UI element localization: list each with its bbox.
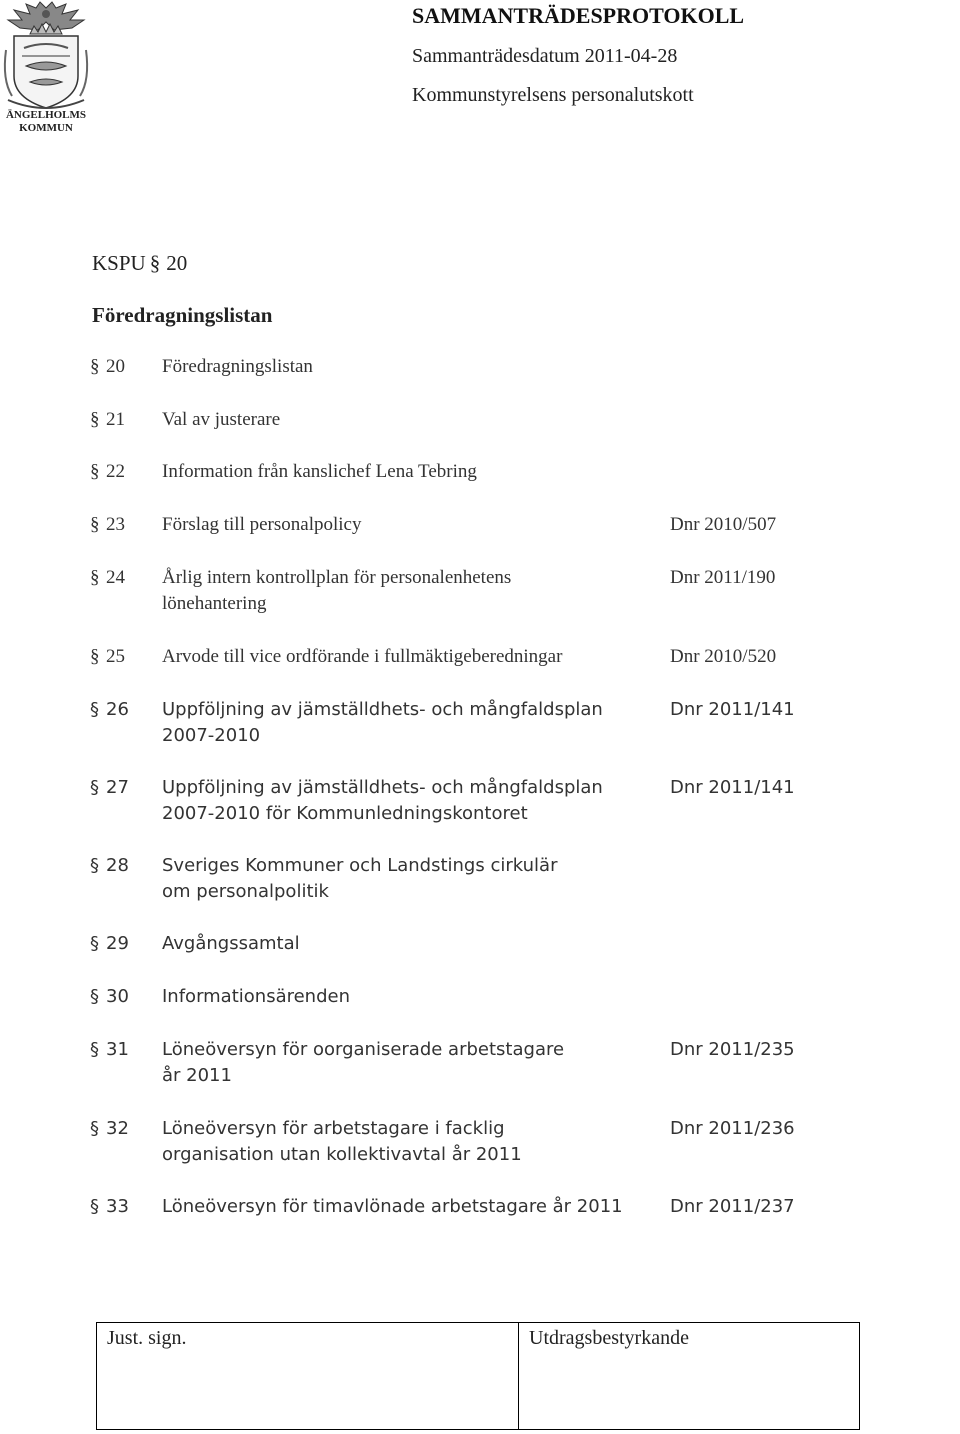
- meeting-date: Sammanträdesdatum 2011-04-28: [412, 45, 678, 67]
- agenda-item-dnr: Dnr 2011/141: [670, 777, 795, 798]
- agenda-item-title-line: Informationsärenden: [162, 986, 350, 1007]
- agenda-item-number: 20: [106, 356, 125, 377]
- kspu-prefix: KSPU: [92, 251, 146, 275]
- agenda-item-number: 29: [106, 933, 129, 954]
- section-mark-icon: §: [90, 933, 99, 954]
- agenda-item-number: 32: [106, 1118, 129, 1139]
- agenda-item-title-line: om personalpolitik: [162, 881, 329, 902]
- just-sign-label: Just. sign.: [107, 1327, 187, 1349]
- agenda-item-number: 26: [106, 699, 129, 720]
- svg-text:KOMMUN: KOMMUN: [19, 122, 73, 134]
- agenda-item-number: 25: [106, 646, 125, 667]
- agenda-item-title-line: 2007-2010: [162, 725, 261, 746]
- svg-text:ÄNGELHOLMS: ÄNGELHOLMS: [5, 109, 87, 121]
- agenda-item-title-line: Sveriges Kommuner och Landstings cirkulär: [162, 855, 558, 876]
- paragraph-reference: [92, 250, 187, 276]
- just-sign-cell: [97, 1323, 519, 1429]
- kspu-number: 20: [166, 251, 188, 275]
- agenda-item-title-line: Avgångssamtal: [162, 933, 300, 954]
- agenda-item-number: 21: [106, 409, 125, 430]
- agenda-item-number: 22: [106, 461, 125, 482]
- section-mark-icon: §: [90, 1196, 99, 1217]
- agenda-item-title-line: Löneöversyn för oorganiserade arbetstagare: [162, 1039, 565, 1060]
- agenda-item-number: 31: [106, 1039, 129, 1060]
- signature-box: [96, 1322, 860, 1430]
- agenda-item-title: [162, 775, 642, 827]
- document-header: [412, 2, 744, 108]
- agenda-item-title: [162, 853, 642, 905]
- agenda-item-title: [162, 697, 642, 749]
- section-mark-icon: §: [90, 699, 99, 720]
- agenda-item-title: [162, 931, 642, 957]
- agenda-item-dnr: Dnr 2011/190: [670, 567, 776, 588]
- agenda-item-title: [162, 354, 642, 380]
- agenda-item-title: [162, 565, 642, 617]
- section-mark-icon: §: [90, 567, 100, 588]
- utdrag-label: Utdragsbestyrkande: [529, 1327, 689, 1349]
- agenda-item-number: 30: [106, 986, 129, 1007]
- agenda-item-title: [162, 512, 642, 538]
- agenda-item-title: [162, 407, 642, 433]
- section-heading: Föredragningslistan: [92, 303, 273, 327]
- section-mark-icon: §: [149, 251, 161, 275]
- agenda-item-title-line: organisation utan kollektivavtal år 2011: [162, 1144, 522, 1165]
- agenda-item-dnr: Dnr 2010/520: [670, 646, 777, 667]
- section-mark-icon: §: [90, 855, 99, 876]
- agenda-item-title: [162, 984, 642, 1010]
- agenda-item-dnr: Dnr 2011/236: [670, 1118, 795, 1139]
- agenda-item-title-line: lönehantering: [162, 593, 267, 614]
- agenda-item-dnr: Dnr 2011/237: [670, 1196, 795, 1217]
- agenda-item-title: [162, 1194, 642, 1220]
- section-mark-icon: §: [90, 461, 100, 482]
- agenda-item-number: 24: [106, 567, 125, 588]
- section-mark-icon: §: [90, 409, 100, 430]
- agenda-item-title-line: Löneöversyn för arbetstagare i facklig: [162, 1118, 505, 1139]
- agenda-item-title: [162, 644, 642, 670]
- agenda-item-title-line: Val av justerare: [162, 409, 281, 430]
- agenda-item-title-line: 2007-2010 för Kommunledningskontoret: [162, 803, 528, 824]
- utdrag-cell: [519, 1323, 859, 1429]
- agenda-item-title-line: Uppföljning av jämställdhets- och mångfaldsplan: [162, 699, 603, 720]
- section-mark-icon: §: [90, 777, 99, 798]
- agenda-item-number: 28: [106, 855, 129, 876]
- angelholm-coat-of-arms-logo: [0, 0, 92, 136]
- agenda-item-title-line: Löneöversyn för timavlönade arbetstagare år 2011: [162, 1196, 623, 1217]
- agenda-item-title-line: Föredragningslistan: [162, 356, 313, 377]
- agenda-item-number: 23: [106, 514, 125, 535]
- agenda-item-title: [162, 1037, 642, 1089]
- section-mark-icon: §: [90, 356, 100, 377]
- agenda-item-title-line: år 2011: [162, 1065, 232, 1086]
- agenda-item-title-line: Arvode till vice ordförande i fullmäktigeberedningar: [162, 646, 563, 667]
- section-mark-icon: §: [90, 1118, 99, 1139]
- protocol-title: SAMMANTRÄDESPROTOKOLL: [412, 3, 745, 28]
- section-mark-icon: §: [90, 514, 100, 535]
- agenda-item-title-line: Information från kanslichef Lena Tebring: [162, 461, 477, 482]
- agenda-item-title-line: Årlig intern kontrollplan för personalenhetens: [162, 567, 512, 588]
- section-mark-icon: §: [90, 646, 100, 667]
- agenda-item-title-line: Förslag till personalpolicy: [162, 514, 362, 535]
- agenda-item-dnr: Dnr 2011/141: [670, 699, 795, 720]
- agenda-item-number: 27: [106, 777, 129, 798]
- committee-name: Kommunstyrelsens personalutskott: [412, 84, 694, 106]
- agenda-item-title: [162, 1116, 642, 1168]
- agenda-item-dnr: Dnr 2011/235: [670, 1039, 795, 1060]
- section-mark-icon: §: [90, 986, 99, 1007]
- agenda-item-title: [162, 459, 642, 485]
- section-mark-icon: §: [90, 1039, 99, 1060]
- agenda-item-number: 33: [106, 1196, 129, 1217]
- agenda-item-dnr: Dnr 2010/507: [670, 514, 777, 535]
- agenda-item-title-line: Uppföljning av jämställdhets- och mångfaldsplan: [162, 777, 603, 798]
